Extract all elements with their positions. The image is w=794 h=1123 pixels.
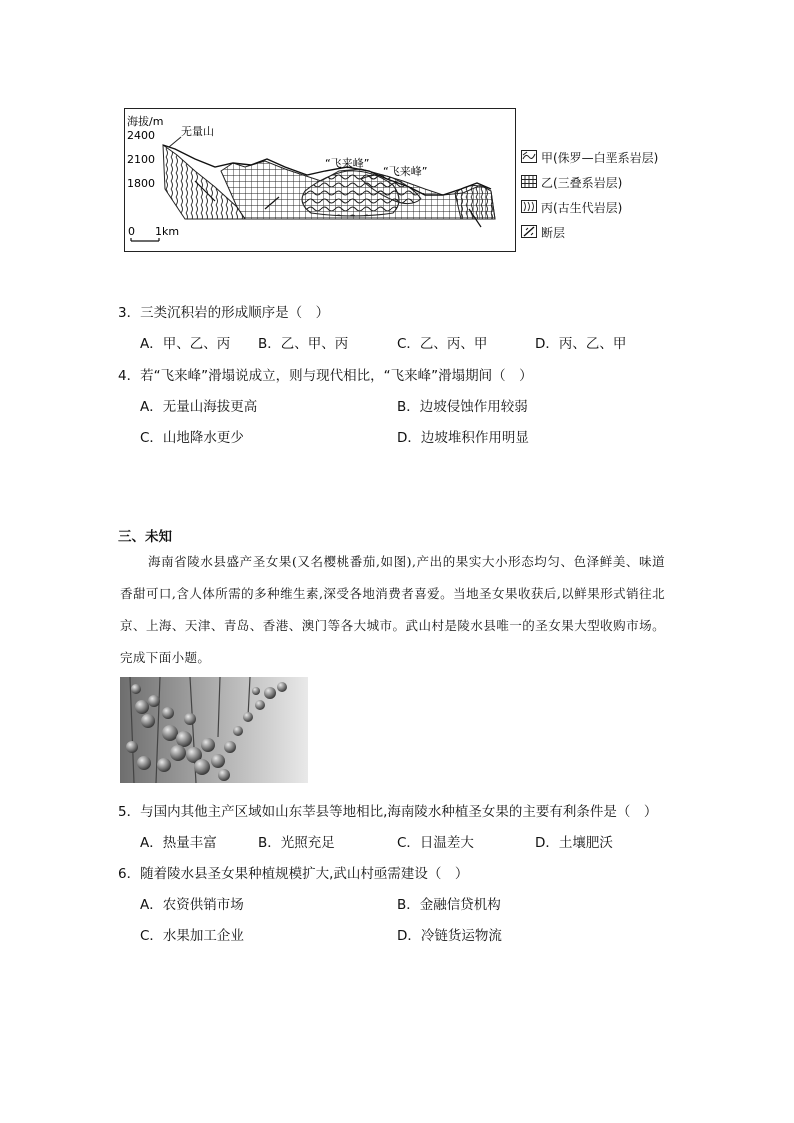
- layer-bing-right: [455, 185, 495, 219]
- question-5: 5．与国内其他主产区域如山东莘县等地相比,海南陵水种植圣女果的主要有利条件是（ ）: [118, 804, 658, 820]
- flying-peak-label-1: “飞来峰”: [325, 157, 370, 170]
- figure-legend: [521, 150, 721, 250]
- y-tick-1800: 1800: [127, 177, 155, 190]
- legend-item-jia: [521, 150, 721, 175]
- q5-option-c[interactable]: C．日温差大: [397, 835, 474, 851]
- mountain-label: 无量山: [181, 125, 214, 138]
- cross-section-drawing: [125, 109, 514, 250]
- y-tick-2400: 2400: [127, 129, 155, 142]
- swirl-pattern-icon: [521, 150, 537, 163]
- cherry-tomato-photo: [120, 677, 308, 783]
- tomato-image: [120, 677, 308, 783]
- legend-item-bing: [521, 200, 721, 225]
- legend-item-fault: [521, 225, 721, 250]
- legend-label-yi: 乙(三叠系岩层): [541, 176, 623, 190]
- q5-option-d[interactable]: D．土壤肥沃: [535, 835, 613, 851]
- y-tick-2100: 2100: [127, 153, 155, 166]
- q5-option-a[interactable]: A．热量丰富: [140, 835, 217, 851]
- reading-passage: 海南省陵水县盛产圣女果(又名樱桃番茄,如图),产出的果实大小形态均匀、色泽鲜美、味道香甜可口,含人体所需的多种维生素,深受各地消费者喜爱。当地圣女果收获后,以鲜果形式销往北京、上海、天津、青岛、香港、澳门等各大城市。武山村是陵水县唯一的圣女果大型收购市场。完成下面小题。: [120, 554, 665, 665]
- q4-option-a[interactable]: A．无量山海拔更高: [140, 399, 258, 415]
- fault-line-icon: [521, 225, 537, 238]
- y-axis-label: 海拔/m: [127, 115, 164, 128]
- legend-item-yi: [521, 175, 721, 200]
- legend-label-bing: 丙(古生代岩层): [541, 201, 623, 215]
- q6-option-a[interactable]: A．农资供销市场: [140, 897, 244, 913]
- grid-pattern-icon: [521, 175, 537, 188]
- section-title: 三、未知: [118, 529, 172, 545]
- flying-peak-label-2: “飞来峰”: [383, 165, 428, 178]
- q3-option-b[interactable]: B．乙、甲、丙: [258, 336, 349, 352]
- geology-cross-section: [124, 108, 516, 252]
- arc-pattern-icon: [521, 200, 537, 213]
- q6-option-c[interactable]: C．水果加工企业: [140, 928, 244, 944]
- q4-option-c[interactable]: C．山地降水更少: [140, 430, 244, 446]
- q4-option-d[interactable]: D．边坡堆积作用明显: [397, 430, 529, 446]
- question-4: 4．若“飞来峰”滑塌说成立，则与现代相比，“飞来峰”滑塌期间（ ）: [118, 368, 533, 384]
- q6-option-d[interactable]: D．冷链货运物流: [397, 928, 502, 944]
- q4-option-b[interactable]: B．边坡侵蚀作用较弱: [397, 399, 528, 415]
- question-6: 6．随着陵水县圣女果种植规模扩大,武山村亟需建设（ ）: [118, 866, 469, 882]
- q5-option-b[interactable]: B．光照充足: [258, 835, 335, 851]
- legend-label-jia: 甲(侏罗—白垩系岩层): [541, 151, 659, 165]
- scale-start: 0: [128, 225, 135, 238]
- q3-option-d[interactable]: D．丙、乙、甲: [535, 336, 627, 352]
- q6-option-b[interactable]: B．金融信贷机构: [397, 897, 501, 913]
- question-3: 3．三类沉积岩的形成顺序是（ ）: [118, 305, 330, 321]
- q3-option-a[interactable]: A．甲、乙、丙: [140, 336, 231, 352]
- scale-label: 1km: [155, 225, 180, 238]
- scale-bar: [131, 238, 159, 241]
- q3-option-c[interactable]: C．乙、丙、甲: [397, 336, 488, 352]
- legend-label-fault: 断层: [541, 226, 566, 240]
